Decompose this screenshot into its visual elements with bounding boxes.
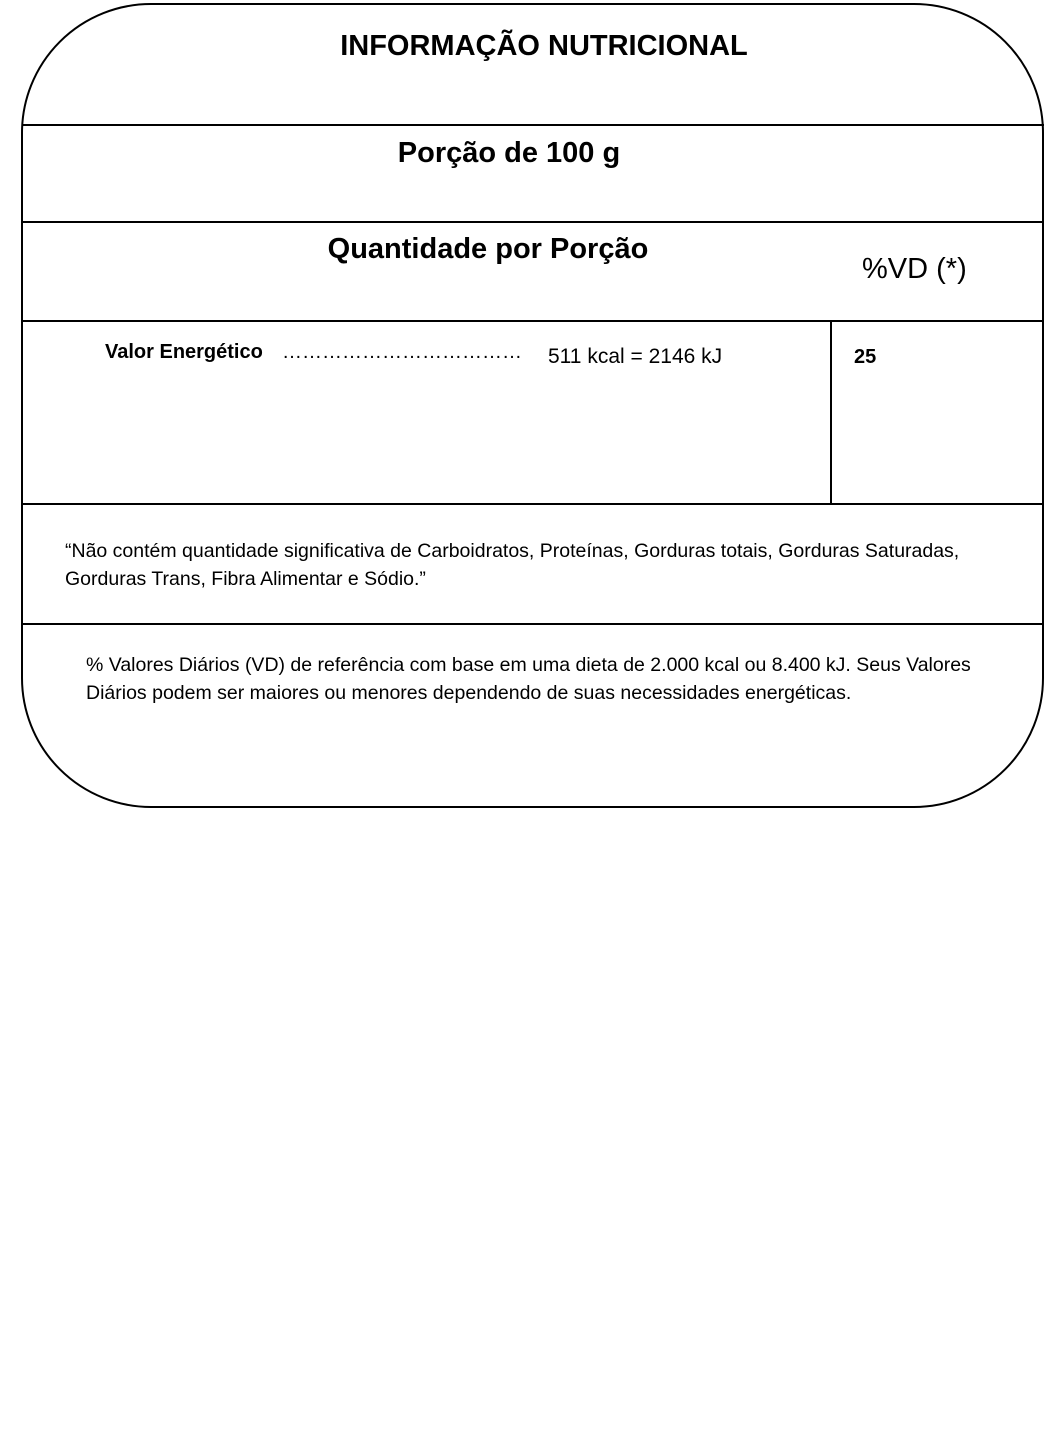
divider-title bbox=[22, 124, 1044, 126]
portion-size: Porção de 100 g bbox=[397, 137, 621, 169]
quantity-per-portion-header: Quantidade por Porção bbox=[327, 233, 649, 265]
daily-value-header: %VD (*) bbox=[862, 253, 967, 285]
nutrient-amount: 511 kcal = 2146 kJ bbox=[548, 345, 723, 368]
label-title: INFORMAÇÃO NUTRICIONAL bbox=[340, 30, 748, 62]
divider-header bbox=[22, 320, 1044, 322]
nutrient-daily-value: 25 bbox=[854, 346, 877, 368]
nutrient-name: Valor Energético bbox=[105, 341, 263, 363]
not-significant-notice: “Não contém quantidade significativa de Carboidratos, Proteínas, Gorduras totais, Gorduras Saturadas, Gorduras Trans, Fibra Alimentar e Sódio.” bbox=[65, 540, 960, 590]
column-divider bbox=[830, 321, 832, 503]
daily-values-footnote: % Valores Diários (VD) de referência com base em uma dieta de 2.000 kcal ou 8.400 kJ. Seus Valores Diários podem ser maiores ou menores dependendo de suas necessidades energéticas. bbox=[86, 654, 971, 704]
divider-notice bbox=[22, 623, 1044, 625]
divider-nutrients bbox=[22, 503, 1044, 505]
nutrient-leader-dots: ……………………………… bbox=[282, 341, 522, 363]
divider-portion bbox=[22, 221, 1044, 223]
